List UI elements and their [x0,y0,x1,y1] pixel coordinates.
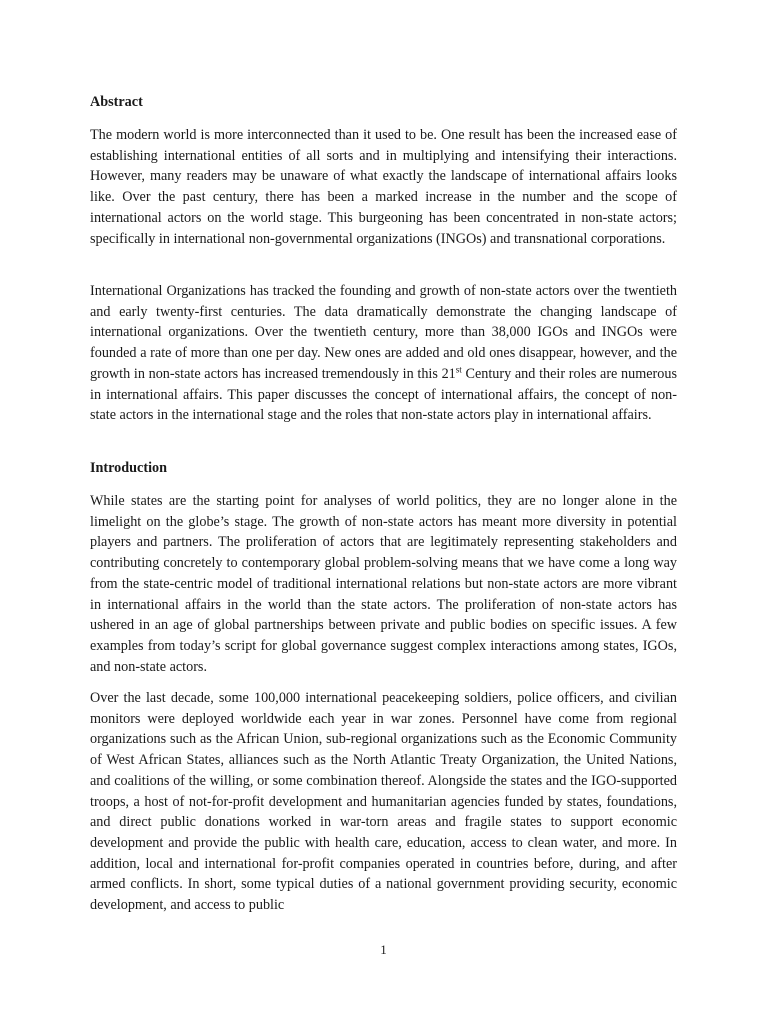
abstract-heading: Abstract [90,94,143,110]
abstract-paragraph-2 [90,281,677,426]
document-page [90,0,677,1024]
ordinal-suffix: st [455,364,462,375]
abstract-paragraph-2-continued: Century and their roles are numerous in international affairs. This paper discusses the concept of international affairs, the concept of non-state actors in the international stage and the roles that non-state actors play in international affairs. [90,365,677,424]
introduction-paragraph-1: While states are the starting point for analyses of world politics, they are no longer alone in the limelight on the globe’s stage. The growth of non-state actors has meant more diversity in potential players and partners. The proliferation of actors that are legitimately representing stakeholders and contributing concretely to contemporary global problem-solving means that we have come a long way from the state-centric model of traditional international relations but non-state actors are more vibrant in international affairs in the world than the state actors. The proliferation of non-state actors has ushered in an age of global partnerships between private and public bodies on specific issues. A few examples from today’s script for global governance suggest complex interactions among states, IGOs, and non-state actors. [90,493,677,675]
abstract-paragraph-2-text: International Organizations has tracked the founding and growth of non-state actors over the twentieth and early twenty-first centuries. The data dramatically demonstrate the changing landscape of international organizations. Over the twentieth century, more than 38,000 IGOs and INGOs were founded a rate of more than one per day. New ones are added and old ones disappear, however, and the growth in non-state actors has increased tremendously in this 21 [90,283,677,382]
introduction-heading: Introduction [90,460,167,476]
introduction-paragraph-2: Over the last decade, some 100,000 international peacekeeping soldiers, police officers, and civilian monitors were deployed worldwide each year in war zones. Personnel have come from regional organizations such as the African Union, sub-regional organizations such as the Economic Community of West African States, alliances such as the North Atlantic Treaty Organization, the United Nations, and coalitions of the willing, or some combination thereof. Alongside the states and the IGO-supported troops, a host of not-for-profit development and humanitarian agencies funded by states, foundations, and direct public donations worked in war-torn areas and fragile states to support economic development and provide the public with health care, education, access to clean water, and more. In addition, local and international for-profit companies operated in countries before, during, and after armed conflicts. In short, some typical duties of a national government providing security, economic development, and access to public [90,690,677,914]
abstract-paragraph-1: The modern world is more interconnected than it used to be. One result has been the increased ease of establishing international entities of all sorts and in multiplying and intensifying their interactions. However, many readers may be unaware of what exactly the landscape of international affairs looks like. Over the past century, there has been a marked increase in the number and the scope of international actors on the world stage. This burgeoning has been concentrated in non-state actors; specifically in international non-governmental organizations (INGOs) and transnational corporations. [90,127,677,247]
page-number: 1 [380,942,387,957]
